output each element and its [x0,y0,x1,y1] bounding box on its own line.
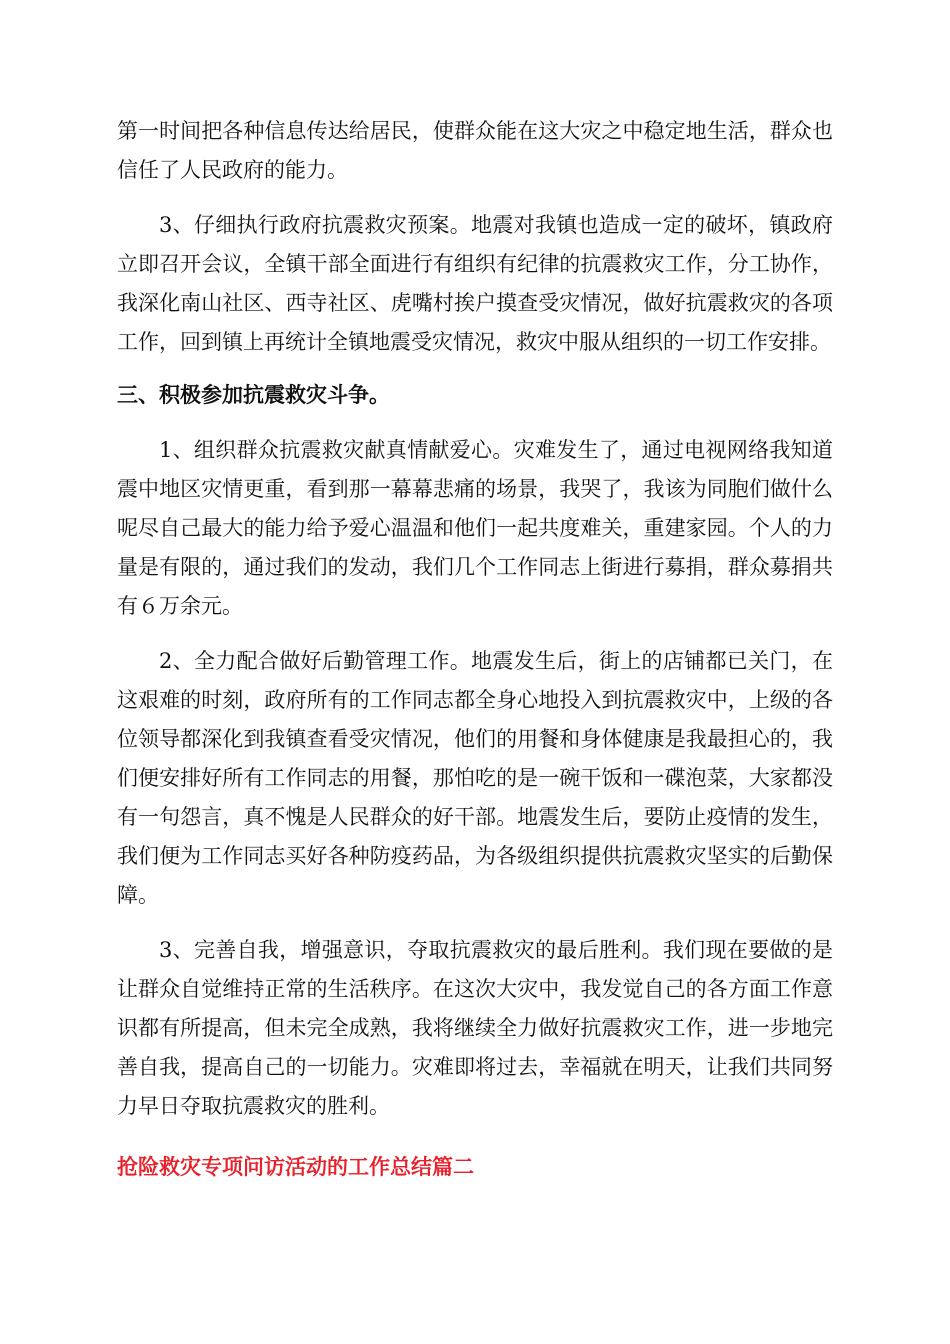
next-article-title: 抢险救灾专项问访活动的工作总结篇二 [117,1155,474,1179]
paragraph-self-improvement: 3、完善自我，增强意识，夺取抗震救灾的最后胜利。我们现在要做的是让群众自觉维持正常的生活秩序。在这次大灾中，我发觉自己的各方面工作意识都有所提高，但未完全成熟，我将继续全力做好抗震救灾工作，进一步地完善自我，提高自己的一切能力。灾难即将过去，幸福就在明天，让我们共同努力早日夺取抗震救灾的胜利。 [117,938,833,1118]
paragraph-continued: 第一时间把各种信息传达给居民，使群众能在这大灾之中稳定地生活，群众也信任了人民政府的能力。 [117,119,833,182]
document-page [117,112,833,1187]
paragraph-organize-donations: 1、组织群众抗震救灾献真情献爱心。灾难发生了，通过电视网络我知道震中地区灾情更重，看到那一幕幕悲痛的场景，我哭了，我该为同胞们做什么呢尽自己最大的能力给予爱心温温和他们一起共度难关，重建家园。个人的力量是有限的，通过我们的发动，我们几个工作同志上街进行募捐，群众募捐共有６万余元。 [117,438,833,618]
section-heading: 三、积极参加抗震救灾斗争。 [117,383,390,407]
paragraph-execute-plan: 3、仔细执行政府抗震救灾预案。地震对我镇也造成一定的破坏，镇政府立即召开会议，全镇干部全面进行有组织有纪律的抗震救灾工作，分工协作，我深化南山社区、西寺社区、虎嘴村挨户摸查受灾情况，做好抗震救灾的各项工作，回到镇上再统计全镇地震受灾情况，救灾中服从组织的一切工作安排。 [117,213,833,354]
paragraph-logistics: 2、全力配合做好后勤管理工作。地震发生后，街上的店铺都已关门，在这艰难的时刻，政府所有的工作同志都全身心地投入到抗震救灾中，上级的各位领导都深化到我镇查看受灾情况，他们的用餐和身体健康是我最担心的，我们便安排好所有工作同志的用餐，那怕吃的是一碗干饭和一碟泡菜，大家都没有一句怨言，真不愧是人民群众的好干部。地震发生后，要防止疫情的发生，我们便为工作同志买好各种防疫药品，为各级组织提供抗震救灾坚实的后勤保障。 [117,649,833,907]
